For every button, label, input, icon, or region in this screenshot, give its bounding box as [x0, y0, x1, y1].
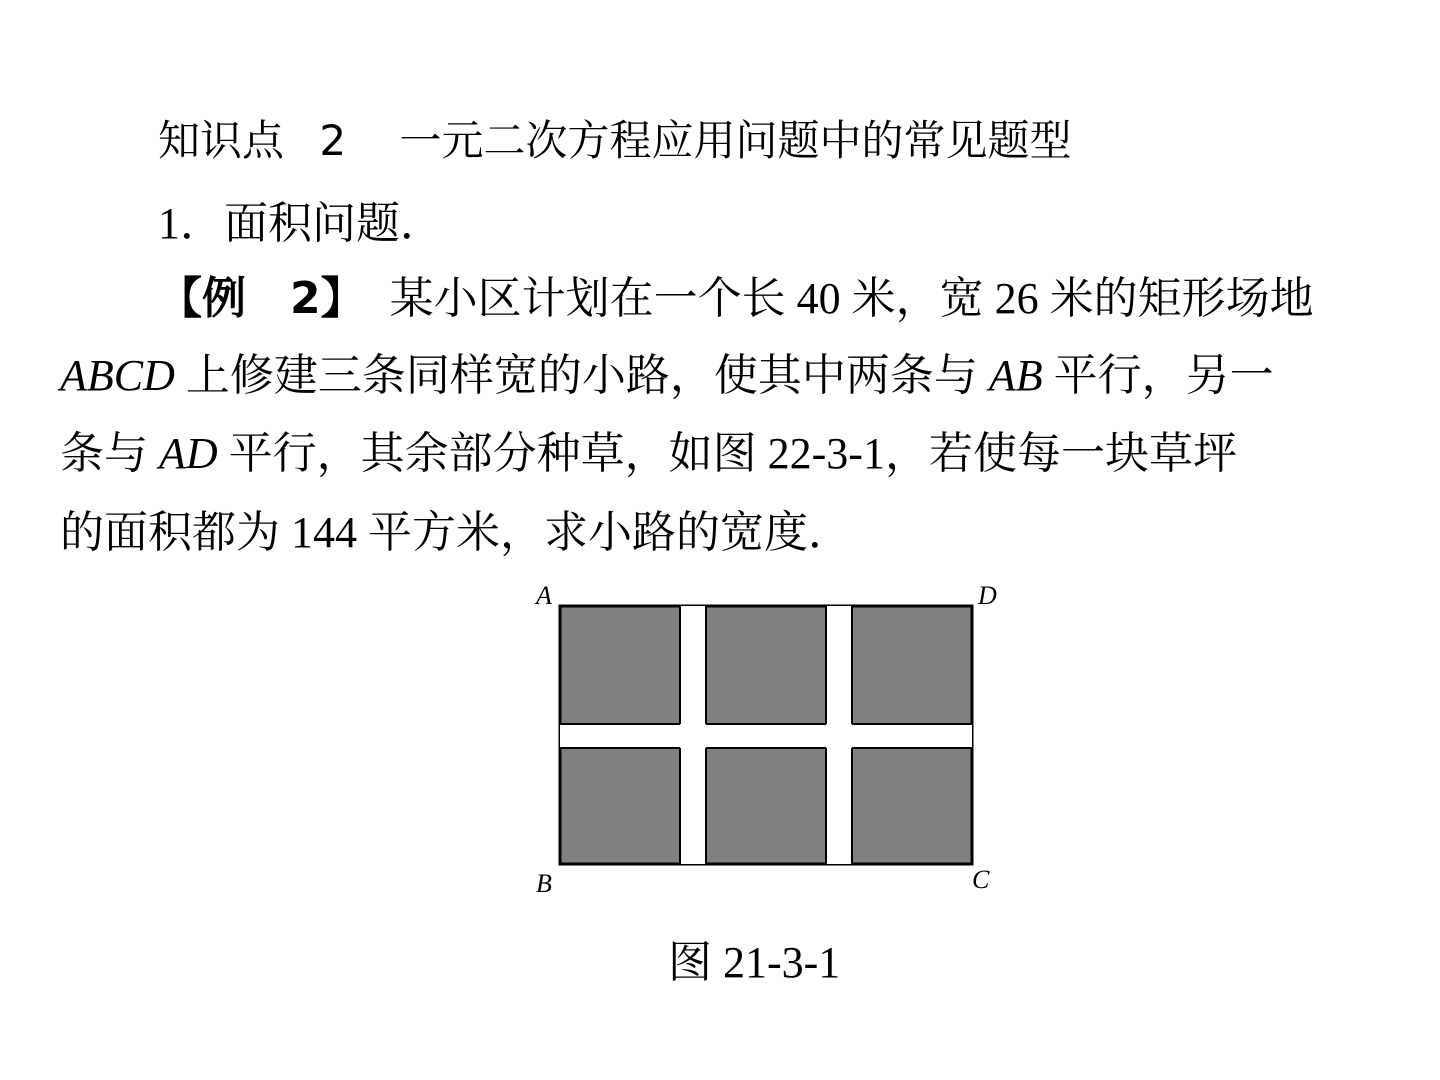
road-horizontal	[560, 724, 972, 748]
heading-number: 2	[319, 116, 347, 165]
road-diagram	[520, 580, 1020, 910]
vertex-label-d: D	[978, 581, 997, 610]
label-ad: AD	[159, 429, 218, 478]
label-ab: AB	[988, 351, 1043, 400]
example-text-1: 某小区计划在一个长 40 米，宽 26 米的矩形场地	[389, 274, 1314, 323]
vertex-label-c: C	[972, 865, 990, 894]
vertex-label-a: A	[536, 581, 552, 610]
example-text-3: 平行，另一	[1042, 351, 1274, 400]
section-heading	[158, 116, 1072, 165]
figure-caption: 图 21-3-1	[668, 938, 841, 987]
example-text-5: 平行，其余部分种草，如图 22-3-1，若使每一块草坪	[217, 429, 1237, 478]
example-text-2: 上修建三条同样宽的小路，使其中两条与	[174, 351, 989, 400]
subheading: 1．面积问题．	[158, 199, 444, 248]
example-label: 【例 2】	[158, 273, 365, 324]
example-line-2	[60, 351, 1274, 400]
vertex-label-b: B	[536, 869, 552, 898]
example-line-4: 的面积都为 144 平方米，求小路的宽度．	[60, 508, 852, 557]
heading-title: 一元二次方程应用问题中的常见题型	[399, 116, 1072, 165]
heading-prefix: 知识点	[158, 116, 285, 165]
example-text-4: 条与	[60, 429, 159, 478]
example-line-1	[158, 273, 1314, 324]
example-line-3	[60, 429, 1237, 478]
label-abcd: ABCD	[60, 351, 175, 400]
